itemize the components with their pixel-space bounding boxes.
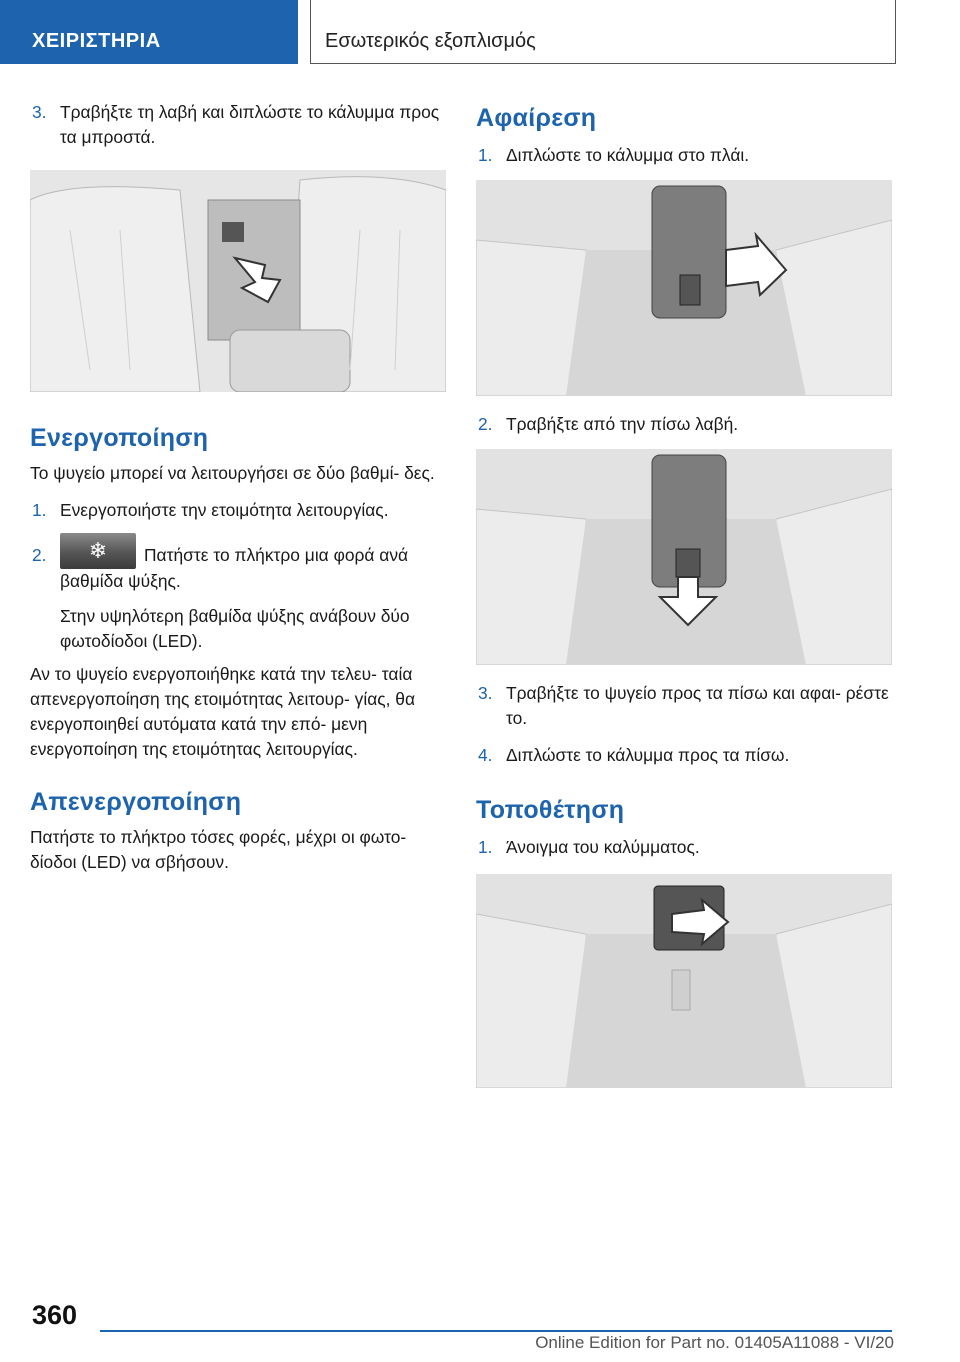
- step-text: Τραβήξτε τη λαβή και διπλώστε το κάλυμμα προς τα μπροστά.: [60, 102, 440, 147]
- section-tab[interactable]: Εσωτερικός εξοπλισμός: [310, 0, 896, 64]
- step-number: 3 .: [32, 100, 47, 125]
- activation-note: Αν το ψυγείο ενεργοποιήθηκε κατά την τελευ- ταία απενεργοποίηση της ετοιμότητας λειτουρ- γίας, θα ενεργοποιηθεί αυτόματα κατά την επό- μενη ενεργοποίηση της ετοιμότητας λειτουργίας.: [30, 664, 416, 760]
- activation-step-1: [30, 498, 448, 523]
- removal-step-1: [476, 143, 892, 168]
- removal-step-3: [476, 681, 892, 731]
- step-number: 4 .: [478, 743, 493, 768]
- installation-step-1: [476, 835, 892, 860]
- activation-step-2: [30, 538, 448, 594]
- trunk-cover-opening-photo: [476, 874, 892, 1088]
- activation-heading: Ενεργοποίηση: [30, 424, 209, 452]
- deactivation-heading: Απενεργοποίηση: [30, 788, 242, 817]
- page-number: 360: [32, 1300, 78, 1330]
- step-text: Ενεργοποιήστε την ετοιμότητα λειτουργίας.: [60, 500, 389, 520]
- step-3-fold-cover: [30, 100, 448, 150]
- removal-heading: Αφαίρεση: [476, 104, 597, 132]
- trunk-fridge-cover-photo: [476, 180, 892, 396]
- step-number: 1 .: [32, 498, 47, 523]
- footer-divider: [100, 1330, 892, 1332]
- step-number: 1 .: [478, 835, 493, 860]
- right-column: [476, 100, 892, 1088]
- edition-note: Online Edition for Part no. 01405A11088 - VI/20: [535, 1333, 894, 1352]
- removal-step-2: [476, 412, 892, 437]
- step-text: Διπλώστε το κάλυμμα προς τα πίσω.: [506, 745, 790, 765]
- removal-step-4: [476, 743, 892, 768]
- left-column: [30, 100, 448, 875]
- installation-heading: Τοποθέτηση: [476, 796, 625, 824]
- step-number: 2 .: [478, 412, 493, 437]
- chapter-tab[interactable]: ΧΕΙΡΙΣΤΗΡΙΑ: [0, 0, 298, 64]
- step-number: 3 .: [478, 681, 493, 706]
- step-text: Άνοιγμα του καλύμματος.: [506, 837, 700, 857]
- activation-intro: Το ψυγείο μπορεί να λειτουργήσει σε δύο βαθμί- δες.: [30, 463, 435, 483]
- deactivation-text: Πατήστε το πλήκτρο τόσες φορές, μέχρι οι φωτο- δίοδοι (LED) να σβήσουν.: [30, 827, 407, 873]
- trunk-fridge-handle-photo: [476, 449, 892, 665]
- step-text: Διπλώστε το κάλυμμα στο πλάι.: [506, 145, 750, 165]
- step-number: 1 .: [478, 143, 493, 168]
- step-text: Τραβήξτε από την πίσω λαβή.: [506, 414, 739, 434]
- activation-step-2-note: Στην υψηλότερη βαθμίδα ψύξης ανάβουν δύο φωτοδίοδοι (LED).: [60, 606, 410, 652]
- step-number: 2 .: [32, 543, 47, 568]
- step-text: Πατήστε το πλήκτρο μια φορά ανά βαθμίδα ψύξης.: [60, 545, 409, 592]
- snowflake-icon: ❄: [60, 533, 136, 569]
- rear-seat-armrest-photo: [30, 170, 446, 392]
- step-text: Τραβήξτε το ψυγείο προς τα πίσω και αφαι- ρέστε το.: [506, 683, 889, 728]
